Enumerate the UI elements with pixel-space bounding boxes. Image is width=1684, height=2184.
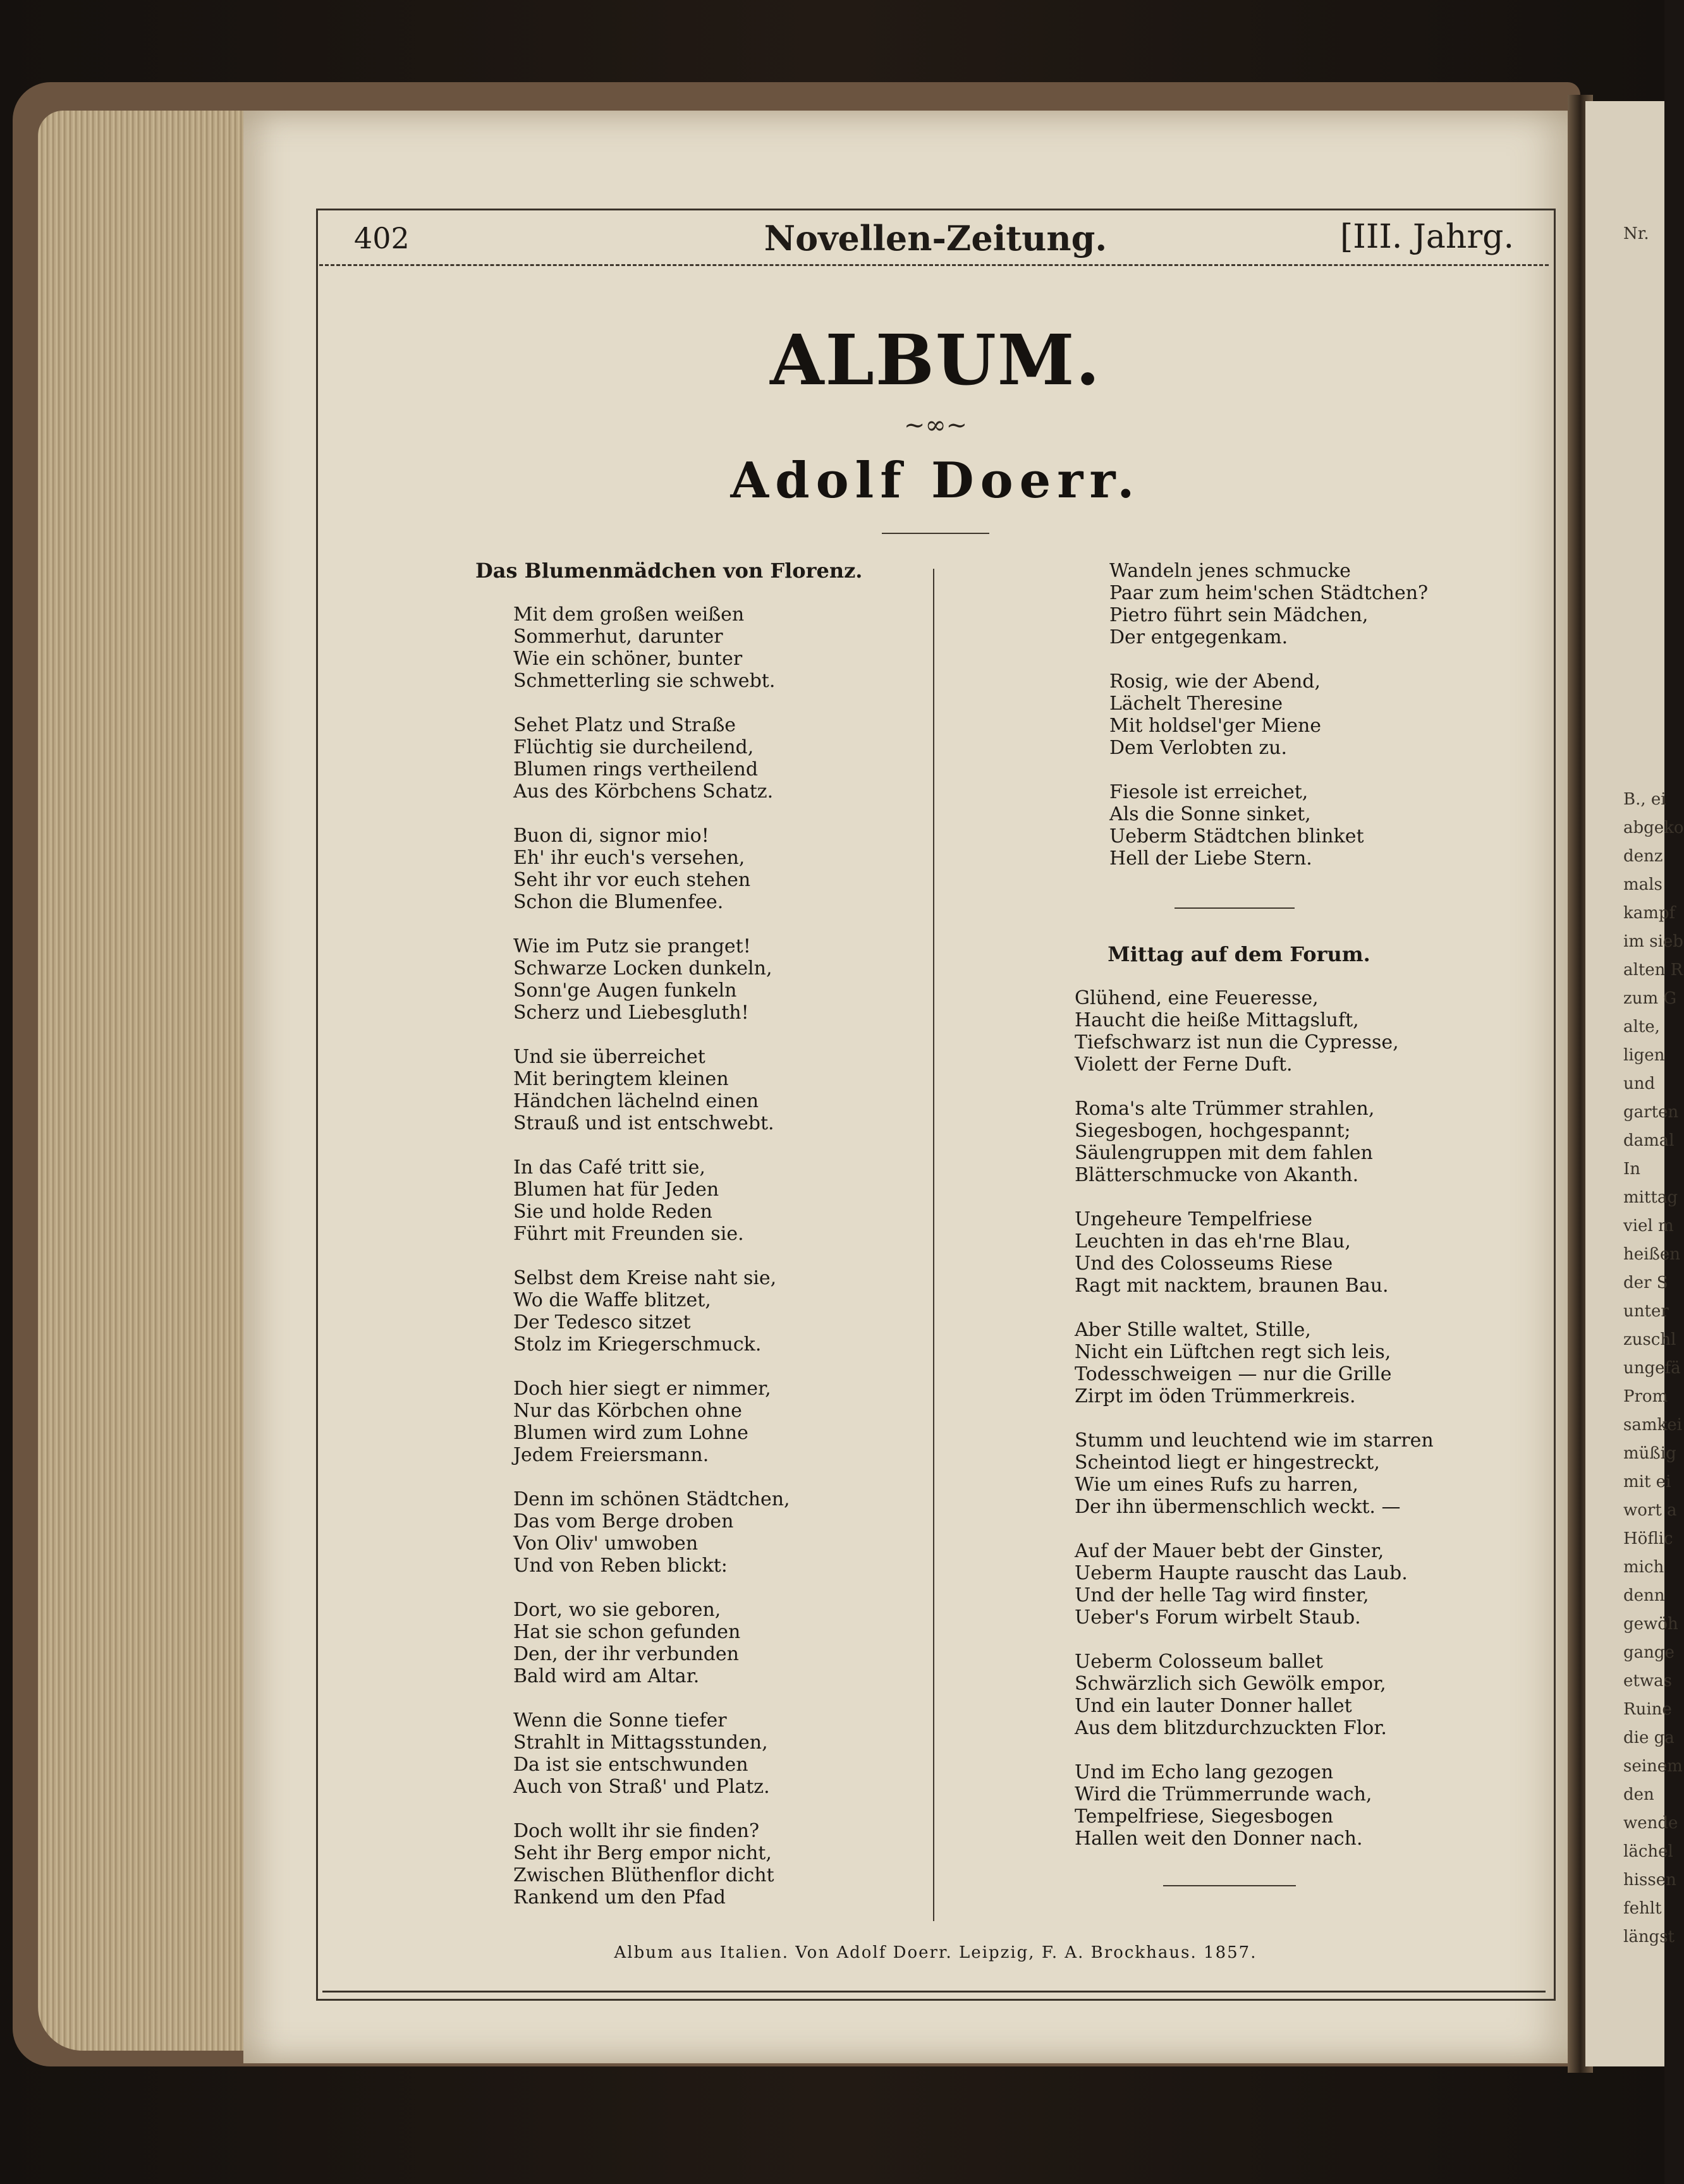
verse-line: Ueberm Haupte rauscht das Laub. [1075, 1562, 1408, 1584]
facing-page-fragment: mals [1623, 875, 1663, 894]
verse-line: Zwischen Blüthenflor dicht [513, 1864, 774, 1886]
verse-line: Bald wird am Altar. [513, 1665, 700, 1687]
facing-page-fragment: kampf [1623, 904, 1676, 923]
facing-page-fragment: unter [1623, 1302, 1669, 1321]
stanza [513, 1156, 862, 1245]
source-footer: Album aus Italien. Von Adolf Doerr. Leipzig, F. A. Brockhaus. 1857. [614, 1943, 1257, 1962]
volume-label: [III. Jahrg. [1340, 218, 1514, 256]
verse-line: In das Café tritt sie, [513, 1156, 705, 1179]
verse-line: Denn im schönen Städtchen, [513, 1488, 790, 1510]
verse-line: Rosig, wie der Abend, [1109, 670, 1321, 693]
verse-line: Händchen lächelnd einen [513, 1090, 759, 1112]
verse-line: Ungeheure Tempelfriese [1075, 1208, 1312, 1230]
stanza [1075, 1319, 1434, 1407]
facing-page-fragment: heißen [1623, 1245, 1680, 1264]
verse-line: Schon die Blumenfee. [513, 891, 724, 913]
stanza [1075, 987, 1434, 1076]
verse-line: Tempelfriese, Siegesbogen [1075, 1805, 1334, 1828]
verse-line: Seht ihr Berg empor nicht, [513, 1842, 772, 1864]
verse-line: Ueber's Forum wirbelt Staub. [1075, 1606, 1361, 1629]
verse-line: Tiefschwarz ist nun die Cypresse, [1075, 1031, 1399, 1053]
stanza [513, 1820, 862, 1908]
verse-line: Strahlt in Mittagsstunden, [513, 1732, 768, 1754]
author-name: Adolf Doerr. [730, 452, 1141, 509]
verse-line: Wie ein schöner, bunter [513, 648, 743, 670]
verse-line: Auch von Straß' und Platz. [513, 1776, 770, 1798]
verse-line: Sommerhut, darunter [513, 626, 723, 648]
verse-line: Und von Reben blickt: [513, 1555, 728, 1577]
verse-line: Säulengruppen mit dem fahlen [1075, 1142, 1373, 1164]
facing-page-fragment: gange [1623, 1643, 1675, 1662]
stanza [513, 1488, 862, 1577]
verse-line: Flüchtig sie durcheilend, [513, 736, 754, 758]
facing-page-fragment: denz [1623, 847, 1663, 866]
verse-line: Doch hier siegt er nimmer, [513, 1378, 771, 1400]
facing-page-fragment: mit ei [1623, 1472, 1671, 1491]
verse-line: Blumen wird zum Lohne [513, 1422, 748, 1444]
verse-line: Und im Echo lang gezogen [1075, 1761, 1334, 1783]
facing-page-fragment: müßig [1623, 1444, 1676, 1463]
verse-line: Siegesbogen, hochgespannt; [1075, 1120, 1351, 1142]
verse-line: Dort, wo sie geboren, [513, 1599, 721, 1621]
stanza [1075, 1098, 1434, 1186]
verse-line: Wandeln jenes schmucke [1109, 560, 1351, 582]
verse-line: Leuchten in das eh'rne Blau, [1075, 1230, 1351, 1253]
verse-line: Schwärzlich sich Gewölk empor, [1075, 1673, 1386, 1695]
verse-line: Wo die Waffe blitzet, [513, 1289, 711, 1311]
facing-page-fragment: und [1623, 1074, 1656, 1093]
verse-line: Sehet Platz und Straße [513, 714, 736, 736]
stanza [513, 1709, 862, 1798]
verse-line: Der entgegenkam. [1109, 626, 1288, 648]
facing-page-fragment: die ga [1623, 1728, 1675, 1747]
verse-line: Ueberm Colosseum ballet [1075, 1651, 1323, 1673]
verse-line: Wie um eines Rufs zu harren, [1075, 1474, 1358, 1496]
verse-line: Hat sie schon gefunden [513, 1621, 741, 1643]
verse-line: Paar zum heim'schen Städtchen? [1109, 582, 1429, 604]
right-column [1109, 560, 1428, 892]
verse-line: Todesschweigen — nur die Grille [1075, 1363, 1392, 1385]
facing-page-fragment: zum G [1623, 989, 1677, 1008]
verse-line: Scherz und Liebesgluth! [513, 1002, 749, 1024]
facing-page-fragment: wende [1623, 1814, 1678, 1833]
verse-line: Stumm und leuchtend wie im starren [1075, 1429, 1434, 1452]
facing-page-fragment: etwas [1623, 1671, 1672, 1690]
stanza [1075, 1208, 1434, 1297]
facing-page-fragment: längst [1623, 1927, 1675, 1946]
verse-line: Violett der Ferne Duft. [1075, 1053, 1293, 1076]
stanza [1075, 1761, 1434, 1850]
verse-line: Blumen hat für Jeden [513, 1179, 719, 1201]
facing-page-fragment: mich [1623, 1558, 1664, 1577]
facing-page-fragment: garten [1623, 1103, 1679, 1122]
verse-line: Der ihn übermenschlich weckt. — [1075, 1496, 1401, 1518]
stanza [513, 825, 862, 913]
stanza [513, 1599, 862, 1687]
stanza [513, 935, 862, 1024]
left-column [475, 560, 862, 1931]
verse-line: Auf der Mauer bebt der Ginster, [1075, 1540, 1384, 1562]
stanza [1109, 781, 1428, 870]
facing-page-fragment: Ruine [1623, 1700, 1672, 1719]
verse-line: Und ein lauter Donner hallet [1075, 1695, 1352, 1717]
verse-line: Fiesole ist erreichet, [1109, 781, 1309, 803]
facing-page-fragment: im sieb [1623, 932, 1683, 951]
facing-page-fragment: ligen [1623, 1046, 1665, 1065]
facing-page-fragment: Prom [1623, 1387, 1668, 1406]
facing-page-fragment: seinem [1623, 1757, 1683, 1776]
verse-line: Mit dem großen weißen [513, 604, 745, 626]
facing-page-fragment: der S [1623, 1273, 1668, 1292]
verse-line: Eh' ihr euch's versehen, [513, 847, 745, 869]
stanza [1075, 1429, 1434, 1518]
facing-page-fragment: Höflic [1623, 1529, 1673, 1548]
verse-line: Mit holdsel'ger Miene [1109, 715, 1322, 737]
verse-line: Buon di, signor mio! [513, 825, 709, 847]
verse-line: Aber Stille waltet, Stille, [1075, 1319, 1311, 1341]
verse-line: Der Tedesco sitzet [513, 1311, 691, 1333]
facing-page-fragment: gewöh [1623, 1615, 1678, 1634]
end-rule [1163, 1885, 1296, 1886]
stanza [1075, 1651, 1434, 1739]
poem-title: Das Blumenmädchen von Florenz. [475, 559, 863, 583]
title-rule [882, 533, 989, 534]
facing-page-fragment: alte, [1623, 1017, 1660, 1036]
verse-line: Ragt mit nacktem, braunen Bau. [1075, 1275, 1389, 1297]
poem2-block [1075, 943, 1434, 1872]
facing-page-fragment: mittag [1623, 1188, 1678, 1207]
facing-page-fragment: In [1623, 1160, 1641, 1179]
verse-line: Roma's alte Trümmer strahlen, [1075, 1098, 1375, 1120]
verse-line: Lächelt Theresine [1109, 693, 1283, 715]
verse-line: Nur das Körbchen ohne [513, 1400, 742, 1422]
facing-page-fragment: viel m [1623, 1216, 1674, 1235]
verse-line: Das vom Berge droben [513, 1510, 734, 1532]
verse-line: Zirpt im öden Trümmerkreis. [1075, 1385, 1356, 1407]
verse-line: Ueberm Städtchen blinket [1109, 825, 1364, 847]
verse-line: Pietro führt sein Mädchen, [1109, 604, 1369, 626]
page-number: 402 [354, 221, 410, 255]
journal-title: Novellen-Zeitung. [764, 218, 1107, 258]
facing-page-fragment: samkei [1623, 1416, 1682, 1435]
verse-line: Wie im Putz sie pranget! [513, 935, 751, 957]
verse-line: Und des Colosseums Riese [1075, 1253, 1333, 1275]
verse-line: Als die Sonne sinket, [1109, 803, 1311, 825]
running-header [322, 218, 1549, 262]
facing-page-fragment: den [1623, 1785, 1654, 1804]
verse-line: Scheintod liegt er hingestreckt, [1075, 1452, 1380, 1474]
verse-line: Von Oliv' umwoben [513, 1532, 699, 1555]
verse-line: Dem Verlobten zu. [1109, 737, 1287, 759]
verse-line: Rankend um den Pfad [513, 1886, 726, 1908]
facing-page-fragment: fehlt [1623, 1899, 1662, 1918]
album-title: ALBUM. [770, 319, 1101, 401]
verse-line: Seht ihr vor euch stehen [513, 869, 751, 891]
stanza [513, 1267, 862, 1356]
verse-line: Haucht die heiße Mittagsluft, [1075, 1009, 1359, 1031]
facing-page-fragment: abgeko [1623, 818, 1684, 837]
verse-line: Sie und holde Reden [513, 1201, 712, 1223]
stanza [1109, 670, 1428, 759]
facing-page-fragment: B., ei [1623, 790, 1666, 809]
verse-line: Da ist sie entschwunden [513, 1754, 748, 1776]
verse-line: Hell der Liebe Stern. [1109, 847, 1312, 870]
verse-line: Strauß und ist entschwebt. [513, 1112, 774, 1134]
facing-page-fragment: wort a [1623, 1501, 1677, 1520]
stanza [513, 1046, 862, 1134]
verse-line: Wenn die Sonne tiefer [513, 1709, 727, 1732]
verse-line: Und sie überreichet [513, 1046, 705, 1068]
stanza [513, 1378, 862, 1466]
verse-line: Wird die Trümmerrunde wach, [1075, 1783, 1372, 1805]
verse-line: Und der helle Tag wird finster, [1075, 1584, 1369, 1606]
verse-line: Sonn'ge Augen funkeln [513, 980, 737, 1002]
verse-line: Glühend, eine Feueresse, [1075, 987, 1319, 1009]
page-edges [38, 111, 265, 2051]
verse-line: Blätterschmucke von Akanth. [1075, 1164, 1359, 1186]
facing-page-fragment: Nr. [1623, 224, 1649, 243]
stanza [513, 604, 862, 692]
facing-page-fragment: denn [1623, 1586, 1665, 1605]
verse-line: Schwarze Locken dunkeln, [513, 957, 772, 980]
verse-line: Jedem Freiersmann. [513, 1444, 709, 1466]
verse-line: Hallen weit den Donner nach. [1075, 1828, 1363, 1850]
verse-line: Aus dem blitzdurchzuckten Flor. [1075, 1717, 1387, 1739]
header-rule [319, 264, 1549, 266]
column-divider [933, 569, 934, 1921]
verse-line: Schmetterling sie schwebt. [513, 670, 776, 692]
poem-title: Mittag auf dem Forum. [1107, 942, 1370, 966]
facing-page-fragment: ungefä [1623, 1359, 1681, 1378]
verse-line: Führt mit Freunden sie. [513, 1223, 744, 1245]
facing-page-fragment: damal [1623, 1131, 1675, 1150]
stanza [1109, 560, 1428, 648]
verse-line: Aus des Körbchens Schatz. [513, 780, 774, 803]
facing-page-fragment: alten R [1623, 961, 1683, 980]
verse-line: Selbst dem Kreise naht sie, [513, 1267, 777, 1289]
stanza [513, 714, 862, 803]
verse-line: Mit beringtem kleinen [513, 1068, 729, 1090]
facing-page-fragment: hissen [1623, 1871, 1676, 1890]
verse-line: Stolz im Kriegerschmuck. [513, 1333, 762, 1356]
verse-line: Doch wollt ihr sie finden? [513, 1820, 760, 1842]
verse-line: Den, der ihr verbunden [513, 1643, 739, 1665]
stanza [1075, 1540, 1434, 1629]
facing-page-fragment: lächel [1623, 1842, 1673, 1861]
facing-page-fragment: zuschl [1623, 1330, 1676, 1349]
ornament-icon: ~∞~ [903, 411, 968, 440]
verse-line: Nicht ein Lüftchen regt sich leis, [1075, 1341, 1391, 1363]
poem-separator [1175, 907, 1295, 909]
verse-line: Blumen rings vertheilend [513, 758, 759, 780]
